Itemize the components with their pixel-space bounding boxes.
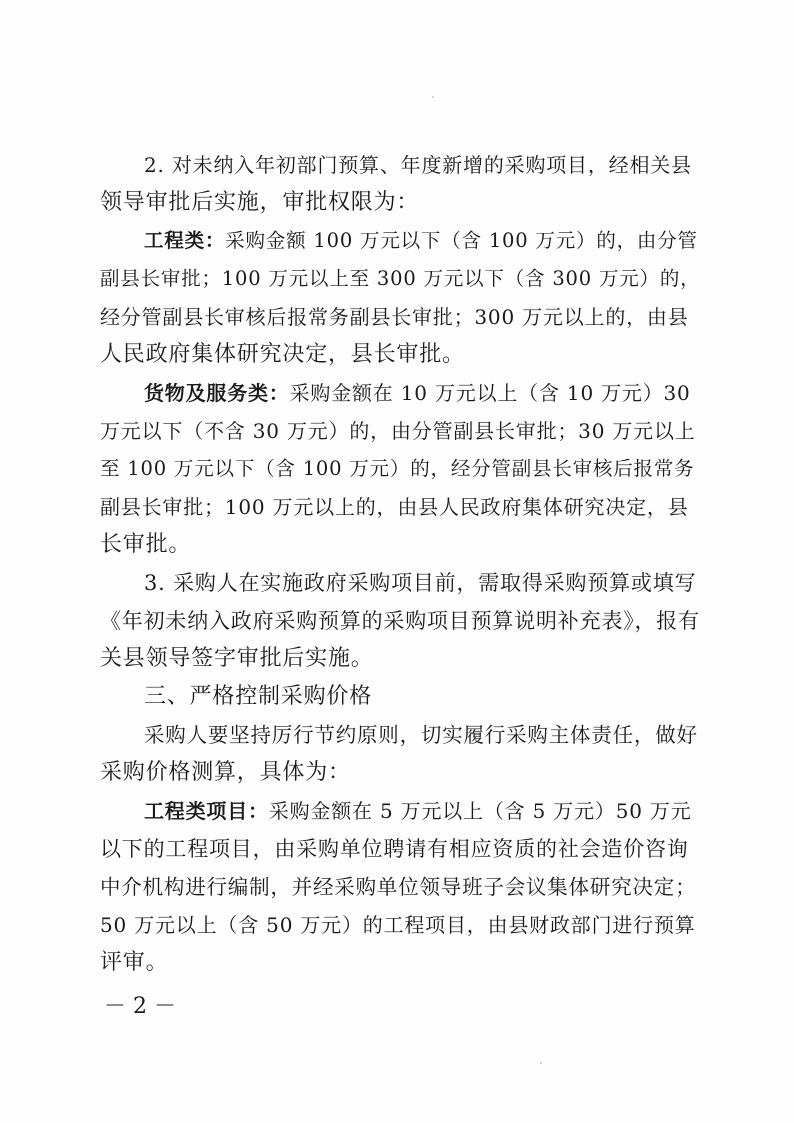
paragraph-line (144, 226, 700, 256)
paragraph-line: 50 万元以上（含 50 万元）的工程项目，由县财政部门进行预算 (100, 913, 696, 937)
section-heading: 三、严格控制采购价格 (144, 684, 373, 709)
paragraph-line: 副县长审批；100 万元以上至 300 万元以下（含 300 万元）的， (100, 267, 701, 290)
page-number: － 2 － (104, 994, 176, 1019)
paragraph-line: 关县领导签字审批后实施。 (100, 646, 374, 671)
scan-speck (540, 1062, 542, 1064)
scan-speck (432, 96, 434, 98)
paragraph-line: 长审批。 (100, 532, 192, 557)
paragraph-line (144, 378, 700, 408)
paragraph-line: 副县长审批；100 万元以上的，由县人民政府集体研究决定，县 (100, 495, 689, 519)
paragraph-text: 采购金额在 5 万元以上（含 5 万元）50 万元 (268, 799, 692, 823)
paragraph-text: 采购金额 100 万元以下（含 100 万元）的，由分管 (225, 229, 698, 252)
category-label: 工程类： (144, 229, 226, 252)
paragraph-line: 评审。 (100, 950, 169, 975)
category-label: 工程类项目： (144, 799, 269, 823)
paragraph-line: 中介机构进行编制，并经采购单位领导班子会议集体研究决定； (100, 875, 697, 899)
paragraph-line: 采购价格测算，具体为： (100, 760, 351, 785)
paragraph-text: 采购金额在 10 万元以上（含 10 万元）30 (289, 381, 691, 405)
category-label: 货物及服务类： (144, 381, 290, 405)
paragraph-line: 人民政府集体研究决定，县长审批。 (100, 342, 465, 367)
paragraph-line: 经分管副县长审核后报常务副县长审批；300 万元以上的，由县 (100, 305, 689, 329)
paragraph-line: 万元以下（不含 30 万元）的，由分管副县长审批；30 万元以上 (100, 419, 696, 443)
paragraph-line: 采购人要坚持厉行节约原则，切实履行采购主体责任，做好 (144, 723, 698, 747)
paragraph-line: 《年初未纳入政府采购预算的采购项目预算说明补充表》，报有 (100, 609, 700, 633)
paragraph-line: 领导审批后实施，审批权限为： (100, 190, 420, 215)
paragraph-line: 2. 对未纳入年初部门预算、年度新增的采购项目，经相关县 (144, 153, 692, 177)
paragraph-line: 至 100 万元以下（含 100 万元）的，经分管副县长审核后报常务 (100, 457, 695, 480)
paragraph-line: 3. 采购人在实施政府采购项目前，需取得采购预算或填写 (144, 571, 697, 595)
paragraph-line (144, 796, 700, 826)
paragraph-line: 以下的工程项目，由采购单位聘请有相应资质的社会造价咨询 (100, 837, 689, 861)
